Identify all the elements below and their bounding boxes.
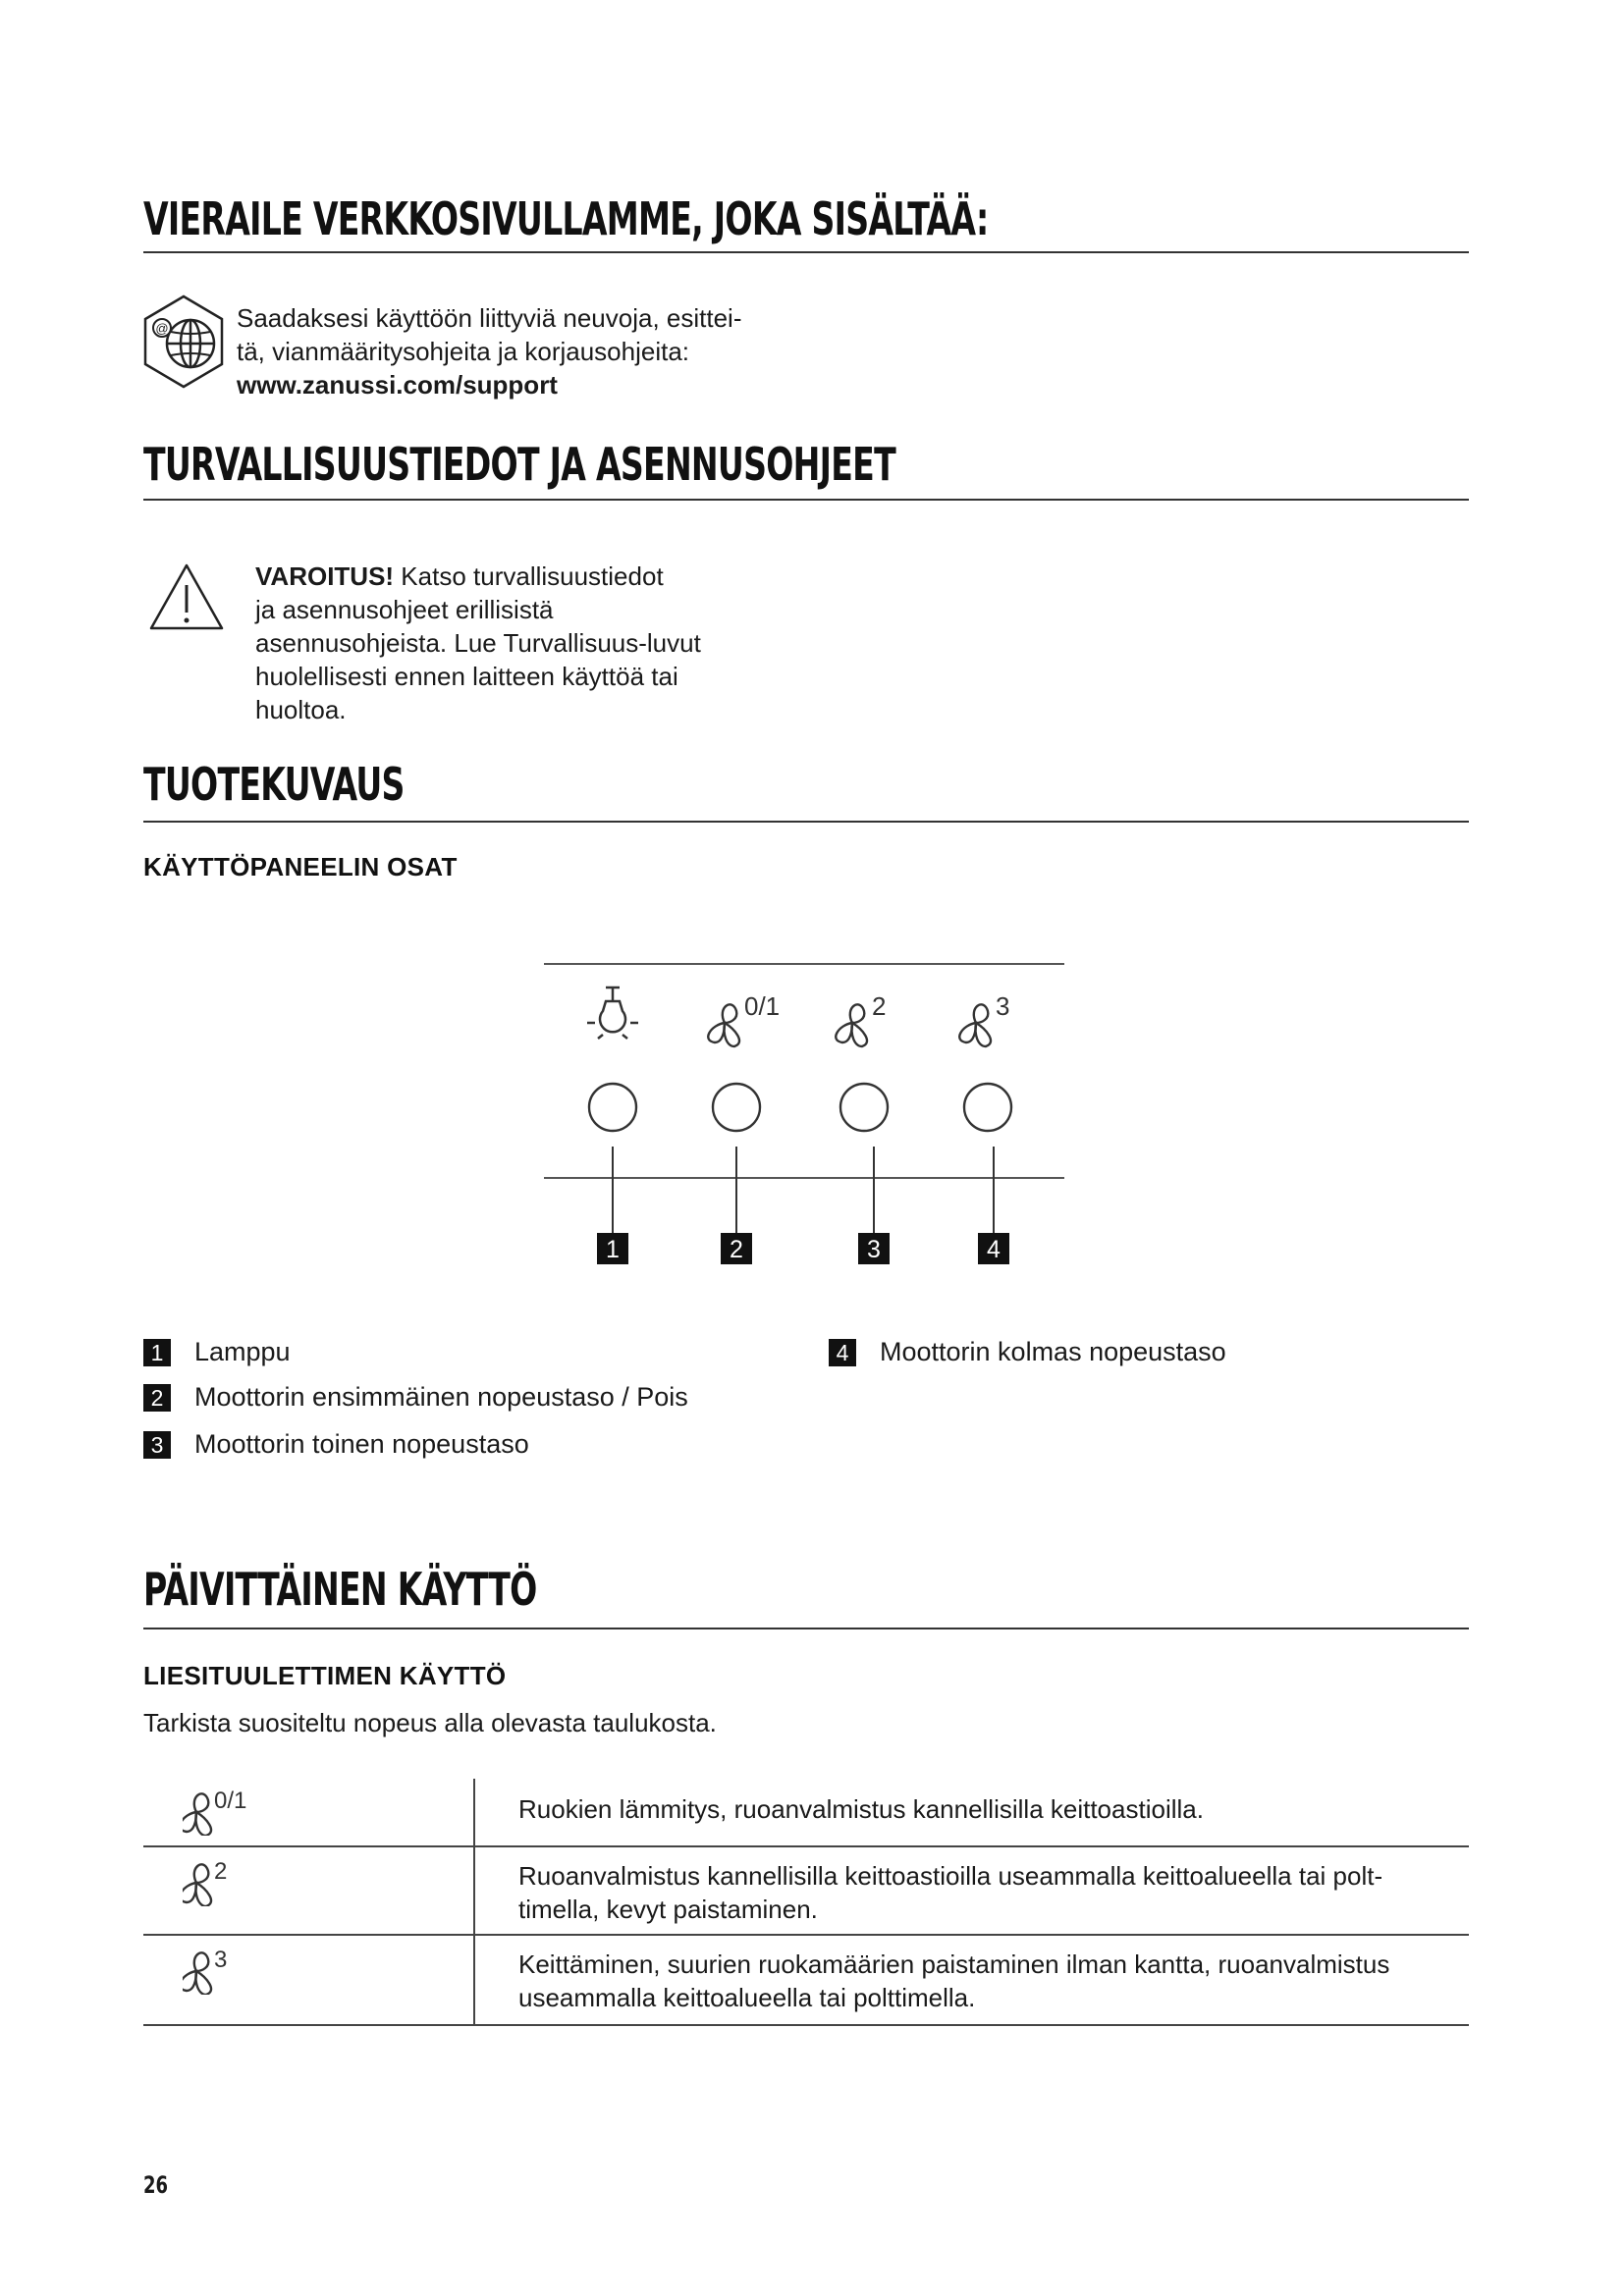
- safety-line-5: huoltoa.: [255, 695, 347, 724]
- table-row-1-line-1: Ruokien lämmitys, ruoanvalmistus kannellisilla keittoastioilla.: [518, 1794, 1204, 1824]
- visit-heading: VIERAILE VERKKOSIVULLAMME, JOKA SISÄLTÄÄ:: [143, 192, 989, 245]
- table-row-3-line-1: Keittäminen, suurien ruokamäärien paistaminen ilman kantta, ruoanvalmistus: [518, 1949, 1390, 1979]
- table-row-1-fan-icon: [183, 1787, 271, 1836]
- legend-label-1: Lamppu: [194, 1337, 291, 1366]
- safety-line-4: huolellisesti ennen laitteen käyttöä tai: [255, 662, 678, 691]
- badge-3-text: 3: [867, 1236, 881, 1263]
- safety-line-2: ja asennusohjeet erillisistä: [255, 595, 554, 624]
- safety-text: [255, 560, 701, 726]
- legend-badge-1: 1: [143, 1339, 171, 1366]
- fan-speed-1-icon: [708, 1004, 739, 1046]
- table-row-2-line-1: Ruoanvalmistus kannellisilla keittoastioilla useammalla keittoalueella tai polt-: [518, 1861, 1383, 1891]
- visit-line-2: tä, vianmääritysohjeita ja korjausohjeita:: [237, 337, 690, 366]
- warning-label: VAROITUS!: [255, 561, 395, 591]
- daily-use-rule: [143, 1628, 1469, 1629]
- table-row-2-text: [518, 1859, 1461, 1926]
- visit-text: [237, 301, 742, 401]
- badge-1-text: 1: [606, 1236, 620, 1263]
- safety-rule: [143, 499, 1469, 501]
- table-row-3-fan-icon: [183, 1946, 271, 1995]
- warning-triangle-icon: [147, 561, 226, 632]
- table-row-1-divider: [143, 1845, 1469, 1847]
- svg-text:@: @: [155, 321, 169, 336]
- legend-item-2: [143, 1382, 688, 1413]
- legend-item-4: [829, 1337, 1226, 1367]
- daily-use-heading: PÄIVITTÄINEN KÄYTTÖ: [143, 1563, 537, 1616]
- safety-line-3: asennusohjeista. Lue Turvallisuus-luvut: [255, 628, 701, 658]
- support-link[interactable]: www.zanussi.com/support: [237, 370, 558, 400]
- legend-badge-3: 3: [143, 1431, 171, 1459]
- badge-2-text: 2: [730, 1236, 743, 1263]
- visit-line-1: Saadaksesi käyttöön liittyviä neuvoja, esittei-: [237, 303, 742, 333]
- hood-use-subheading: LIESITUULETTIMEN KÄYTTÖ: [143, 1661, 507, 1690]
- table-row-2-fan-icon: [183, 1857, 271, 1906]
- table-row-1-text: [518, 1792, 1461, 1826]
- table-row-2-divider: [143, 1934, 1469, 1936]
- visit-rule: [143, 251, 1469, 253]
- table-row-3-speed: 3: [214, 1947, 228, 1973]
- fan-speed-3-button: [964, 1084, 1011, 1131]
- legend-badge-2: 2: [143, 1384, 171, 1412]
- legend-label-3: Moottorin toinen nopeustaso: [194, 1429, 529, 1459]
- badge-4-text: 4: [987, 1236, 1001, 1263]
- fan-speed-1-label: 0/1: [744, 991, 781, 1021]
- control-panel-diagram: [540, 954, 1070, 1278]
- table-vertical-divider: [473, 1779, 475, 2026]
- product-heading: TUOTEKUVAUS: [143, 758, 405, 811]
- legend-item-3: [143, 1429, 529, 1460]
- legend-label-2: Moottorin ensimmäinen nopeustaso / Pois: [194, 1382, 688, 1412]
- fan-speed-2-button: [840, 1084, 888, 1131]
- table-row-1-speed: 0/1: [214, 1788, 247, 1814]
- web-globe-icon: [141, 294, 226, 389]
- table-row-2-speed: 2: [214, 1858, 228, 1885]
- safety-line-1: Katso turvallisuustiedot: [394, 561, 664, 591]
- fan-speed-3-icon: [959, 1004, 991, 1046]
- fan-speed-2-label: 2: [872, 991, 887, 1021]
- lamp-button: [589, 1084, 636, 1131]
- fan-speed-2-icon: [836, 1004, 867, 1046]
- legend-label-4: Moottorin kolmas nopeustaso: [880, 1337, 1226, 1366]
- fan-speed-3-label: 3: [996, 991, 1010, 1021]
- lamp-icon: [587, 988, 638, 1039]
- table-row-3-text: [518, 1948, 1461, 2014]
- table-row-3-line-2: useammalla keittoalueella tai polttimella.: [518, 1983, 976, 2012]
- legend-item-1: [143, 1337, 291, 1367]
- product-rule: [143, 821, 1469, 823]
- safety-heading: TURVALLISUUSTIEDOT JA ASENNUSOHJEET: [143, 438, 895, 491]
- legend-badge-4: 4: [829, 1339, 856, 1366]
- control-panel-subheading: KÄYTTÖPANEELIN OSAT: [143, 852, 458, 881]
- page-number: 26: [143, 2171, 169, 2199]
- table-bottom-rule: [143, 2024, 1469, 2026]
- fan-speed-1-button: [713, 1084, 760, 1131]
- table-row-2-line-2: timella, kevyt paistaminen.: [518, 1895, 818, 1924]
- hood-use-intro: Tarkista suositeltu nopeus alla olevasta taulukosta.: [143, 1708, 717, 1737]
